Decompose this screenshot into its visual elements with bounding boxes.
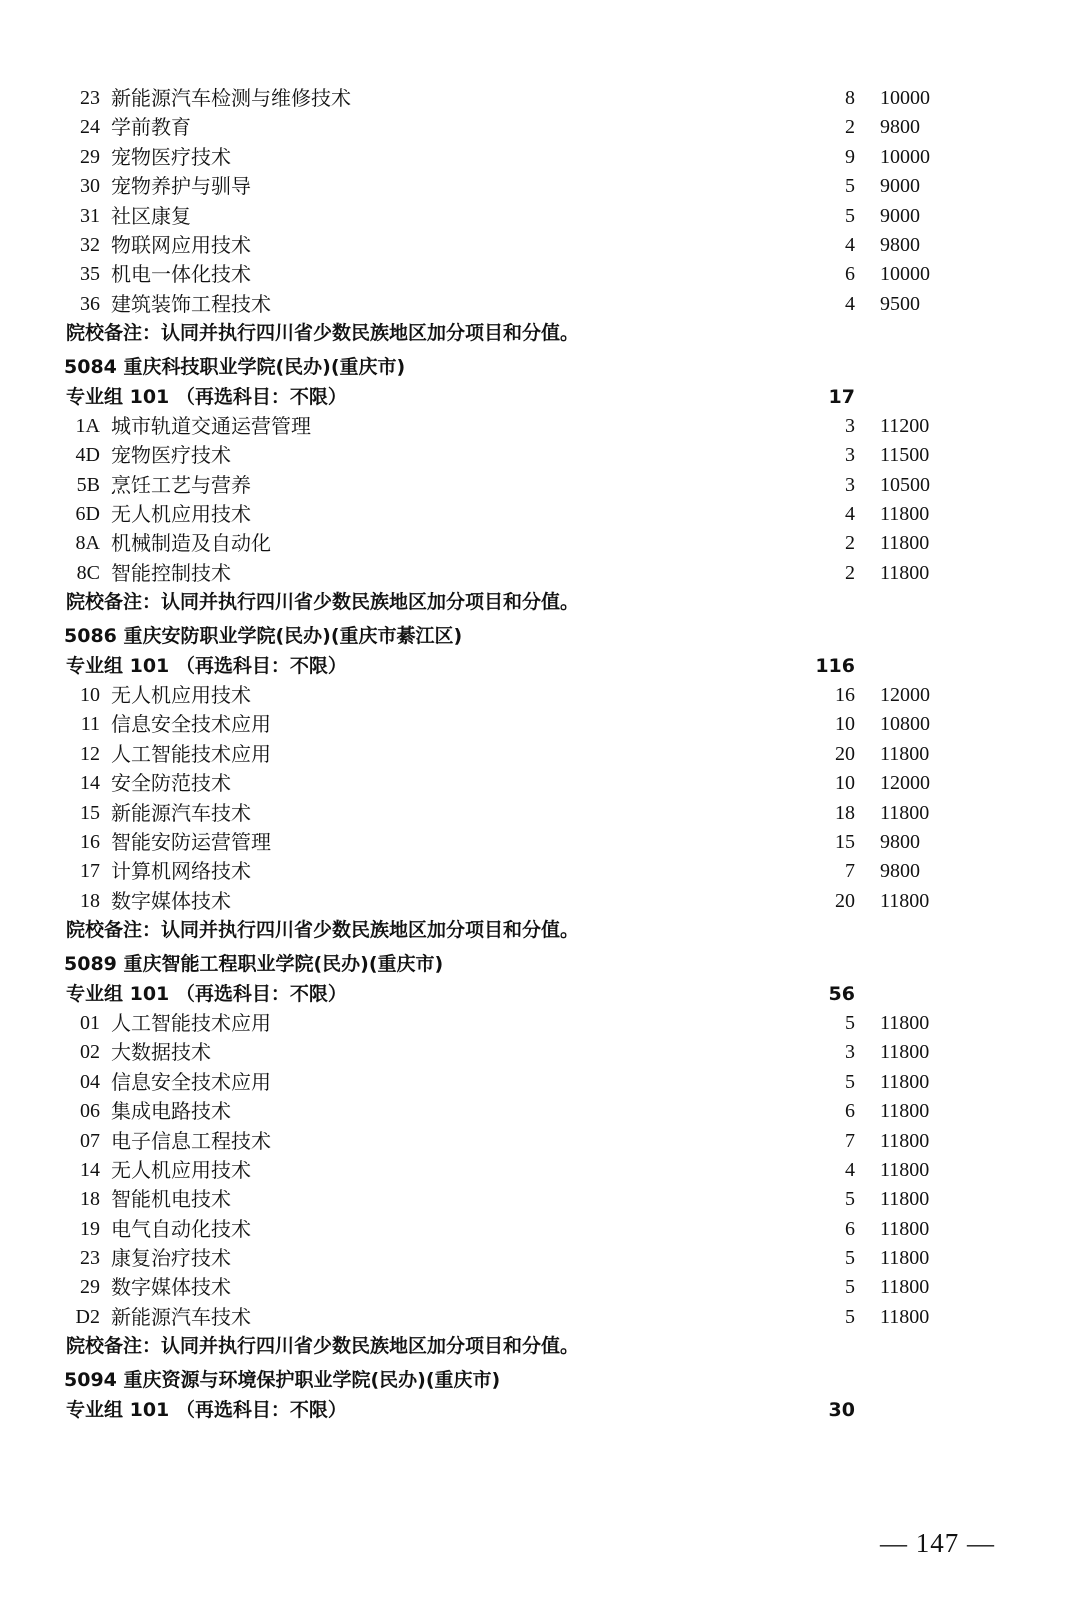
- major-count: 5: [845, 204, 855, 227]
- major-row: [0, 1068, 1080, 1097]
- major-row: [0, 412, 1080, 441]
- major-name: 宠物医疗技术: [111, 144, 231, 169]
- major-row: [0, 1097, 1080, 1126]
- major-code: 30: [80, 175, 100, 198]
- school-note: [66, 588, 579, 617]
- major-row: [0, 202, 1080, 231]
- major-name: 机械制造及自动化: [111, 531, 271, 556]
- major-row: [0, 290, 1080, 319]
- major-count: 5: [845, 175, 855, 198]
- major-count: 5: [845, 1305, 855, 1328]
- note-text: 认同并执行四川省少数民族地区加分项目和分值。: [161, 919, 580, 942]
- major-fee: 11800: [880, 561, 930, 584]
- major-row: [0, 681, 1080, 710]
- major-code: 36: [80, 292, 100, 315]
- major-name: 信息安全技术应用: [111, 1069, 271, 1094]
- major-count: 2: [845, 532, 855, 555]
- major-code: 12: [80, 742, 100, 765]
- school-note-row: [0, 319, 1080, 348]
- major-row: [0, 799, 1080, 828]
- major-name: 信息安全技术应用: [111, 712, 271, 737]
- major-fee: 11800: [880, 1305, 930, 1328]
- major-code: 06: [80, 1100, 100, 1123]
- major-fee: 9500: [880, 292, 920, 315]
- major-code: 8A: [75, 532, 100, 555]
- major-count: 8: [845, 87, 855, 109]
- major-row: [0, 500, 1080, 529]
- major-group-count: 30: [828, 1398, 855, 1421]
- major-fee: 9800: [880, 233, 920, 256]
- school-note-row: [0, 916, 1080, 945]
- school-header: [0, 1362, 1080, 1396]
- major-code: 16: [80, 830, 100, 853]
- major-fee: 9000: [880, 175, 920, 198]
- school-note: [66, 1332, 579, 1361]
- major-code: 4D: [75, 444, 100, 467]
- major-count: 5: [845, 1188, 855, 1211]
- major-row: [0, 740, 1080, 769]
- major-fee: 11800: [880, 1100, 930, 1123]
- major-code: 8C: [76, 561, 100, 584]
- major-count: 5: [845, 1276, 855, 1299]
- major-row: [0, 231, 1080, 260]
- major-name: 社区康复: [111, 203, 191, 228]
- major-name: 无人机应用技术: [111, 683, 251, 708]
- major-row: [0, 828, 1080, 857]
- major-count: 4: [845, 292, 855, 315]
- major-fee: 12000: [880, 772, 930, 795]
- major-name: 建筑装饰工程技术: [111, 291, 271, 316]
- major-count: 20: [835, 742, 855, 765]
- major-row: [0, 1156, 1080, 1185]
- note-text: 认同并执行四川省少数民族地区加分项目和分值。: [161, 322, 580, 345]
- major-fee: 11800: [880, 503, 930, 526]
- major-code: 24: [80, 116, 100, 139]
- major-fee: 9800: [880, 860, 920, 883]
- major-count: 15: [835, 830, 855, 853]
- major-code: 31: [80, 204, 100, 227]
- major-count: 6: [845, 263, 855, 286]
- major-row: [0, 1038, 1080, 1067]
- major-count: 3: [845, 414, 855, 437]
- major-name: 电气自动化技术: [111, 1216, 251, 1241]
- major-fee: 11800: [880, 1129, 930, 1152]
- major-count: 3: [845, 1041, 855, 1064]
- major-fee: 10800: [880, 713, 930, 736]
- major-name: 安全防范技术: [111, 771, 231, 796]
- major-group-label: 专业组 101 （再选科目：不限）: [66, 1398, 347, 1421]
- note-text: 认同并执行四川省少数民族地区加分项目和分值。: [161, 1335, 580, 1358]
- document-body: [0, 84, 1080, 1425]
- major-name: 城市轨道交通运营管理: [111, 413, 311, 438]
- school-header: [0, 946, 1080, 980]
- major-row: [0, 1273, 1080, 1302]
- major-group-label: 专业组 101 （再选科目：不限）: [66, 654, 347, 677]
- major-fee: 11500: [880, 444, 930, 467]
- major-count: 5: [845, 1247, 855, 1270]
- major-code: 01: [80, 1011, 100, 1034]
- major-count: 4: [845, 233, 855, 256]
- major-count: 4: [845, 1158, 855, 1181]
- major-count: 5: [845, 1011, 855, 1034]
- major-row: [0, 113, 1080, 142]
- major-row: [0, 559, 1080, 588]
- note-label: 院校备注：: [66, 322, 162, 345]
- major-row: [0, 172, 1080, 201]
- major-name: 烹饪工艺与营养: [111, 472, 251, 497]
- major-name: 大数据技术: [111, 1040, 211, 1065]
- major-name: 新能源汽车检测与维修技术: [111, 86, 351, 110]
- major-group-count: 56: [828, 982, 855, 1005]
- school-note-row: [0, 588, 1080, 617]
- major-name: 人工智能技术应用: [111, 1010, 271, 1035]
- major-fee: 9000: [880, 204, 920, 227]
- major-row: [0, 1303, 1080, 1332]
- major-code: 5B: [76, 473, 100, 496]
- major-fee: 11800: [880, 742, 930, 765]
- major-fee: 11800: [880, 1217, 930, 1240]
- school-header: [0, 349, 1080, 383]
- major-fee: 11800: [880, 532, 930, 555]
- major-code: 35: [80, 263, 100, 286]
- major-group-row: [0, 980, 1080, 1009]
- major-fee: 10000: [880, 145, 930, 168]
- major-name: 智能安防运营管理: [111, 829, 271, 854]
- major-code: 29: [80, 145, 100, 168]
- major-code: 23: [80, 87, 100, 109]
- major-code: 23: [80, 1247, 100, 1270]
- major-count: 3: [845, 444, 855, 467]
- major-row: [0, 84, 1080, 113]
- school-title: 5094 重庆资源与环境保护职业学院(民办)(重庆市): [64, 1368, 501, 1391]
- note-label: 院校备注：: [66, 1335, 162, 1358]
- major-count: 2: [845, 116, 855, 139]
- major-fee: 11800: [880, 1041, 930, 1064]
- major-code: 15: [80, 801, 100, 824]
- major-count: 10: [835, 772, 855, 795]
- major-group-row: [0, 1396, 1080, 1425]
- major-count: 10: [835, 713, 855, 736]
- major-code: 1A: [75, 414, 100, 437]
- major-code: D2: [75, 1305, 100, 1328]
- major-count: 7: [845, 1129, 855, 1152]
- major-name: 新能源汽车技术: [111, 800, 251, 825]
- major-code: 32: [80, 233, 100, 256]
- major-name: 康复治疗技术: [111, 1246, 231, 1271]
- major-fee: 11800: [880, 1158, 930, 1181]
- major-fee: 11200: [880, 414, 930, 437]
- major-name: 数字媒体技术: [111, 1275, 231, 1300]
- major-name: 物联网应用技术: [111, 232, 251, 257]
- major-group-count: 116: [815, 654, 855, 677]
- major-row: [0, 1127, 1080, 1156]
- major-fee: 11800: [880, 1188, 930, 1211]
- major-name: 智能机电技术: [111, 1187, 231, 1212]
- major-name: 宠物医疗技术: [111, 443, 231, 468]
- school-title: 5086 重庆安防职业学院(民办)(重庆市綦江区): [64, 624, 463, 647]
- major-name: 人工智能技术应用: [111, 741, 271, 766]
- major-code: 10: [80, 684, 100, 707]
- major-name: 学前教育: [111, 115, 191, 140]
- major-name: 机电一体化技术: [111, 262, 251, 287]
- major-code: 18: [80, 889, 100, 912]
- major-name: 无人机应用技术: [111, 502, 251, 527]
- major-name: 宠物养护与驯导: [111, 174, 251, 199]
- major-count: 4: [845, 503, 855, 526]
- school-note: [66, 916, 579, 945]
- major-count: 9: [845, 145, 855, 168]
- major-count: 18: [835, 801, 855, 824]
- major-row: [0, 857, 1080, 886]
- major-fee: 11800: [880, 1276, 930, 1299]
- major-fee: 10500: [880, 473, 930, 496]
- major-fee: 9800: [880, 830, 920, 853]
- major-fee: 10000: [880, 87, 930, 109]
- major-code: 07: [80, 1129, 100, 1152]
- note-label: 院校备注：: [66, 919, 162, 942]
- major-fee: 11800: [880, 1247, 930, 1270]
- major-code: 17: [80, 860, 100, 883]
- major-row: [0, 710, 1080, 739]
- major-fee: 11800: [880, 1070, 930, 1093]
- school-header: [0, 618, 1080, 652]
- major-name: 新能源汽车技术: [111, 1304, 251, 1329]
- major-fee: 12000: [880, 684, 930, 707]
- major-row: [0, 143, 1080, 172]
- major-code: 14: [80, 772, 100, 795]
- major-code: 11: [80, 713, 100, 736]
- school-note: [66, 319, 579, 348]
- major-code: 04: [80, 1070, 100, 1093]
- major-group-row: [0, 652, 1080, 681]
- major-row: [0, 1009, 1080, 1038]
- major-row: [0, 769, 1080, 798]
- school-note-row: [0, 1332, 1080, 1361]
- major-row: [0, 471, 1080, 500]
- major-group-label: 专业组 101 （再选科目：不限）: [66, 982, 347, 1005]
- major-fee: 11800: [880, 889, 930, 912]
- major-group-count: 17: [828, 385, 855, 408]
- major-code: 02: [80, 1041, 100, 1064]
- major-count: 5: [845, 1070, 855, 1093]
- major-name: 计算机网络技术: [111, 859, 251, 884]
- note-label: 院校备注：: [66, 591, 162, 614]
- major-code: 29: [80, 1276, 100, 1299]
- page-number: — 147 —: [880, 1528, 995, 1558]
- major-count: 3: [845, 473, 855, 496]
- major-fee: 9800: [880, 116, 920, 139]
- major-count: 16: [835, 684, 855, 707]
- major-row: [0, 260, 1080, 289]
- major-code: 6D: [75, 503, 100, 526]
- major-count: 2: [845, 561, 855, 584]
- major-fee: 11800: [880, 1011, 930, 1034]
- major-count: 6: [845, 1100, 855, 1123]
- major-row: [0, 529, 1080, 558]
- major-count: 6: [845, 1217, 855, 1240]
- major-count: 20: [835, 889, 855, 912]
- major-fee: 11800: [880, 801, 930, 824]
- major-group-label: 专业组 101 （再选科目：不限）: [66, 385, 347, 408]
- school-title: 5084 重庆科技职业学院(民办)(重庆市): [64, 355, 406, 378]
- major-name: 电子信息工程技术: [111, 1128, 271, 1153]
- major-code: 18: [80, 1188, 100, 1211]
- major-fee: 10000: [880, 263, 930, 286]
- major-name: 数字媒体技术: [111, 888, 231, 913]
- major-row: [0, 1215, 1080, 1244]
- major-name: 集成电路技术: [111, 1099, 231, 1124]
- major-row: [0, 441, 1080, 470]
- major-name: 无人机应用技术: [111, 1157, 251, 1182]
- note-text: 认同并执行四川省少数民族地区加分项目和分值。: [161, 591, 580, 614]
- major-row: [0, 887, 1080, 916]
- major-code: 19: [80, 1217, 100, 1240]
- major-count: 7: [845, 860, 855, 883]
- major-code: 14: [80, 1158, 100, 1181]
- major-row: [0, 1185, 1080, 1214]
- major-group-row: [0, 383, 1080, 412]
- school-title: 5089 重庆智能工程职业学院(民办)(重庆市): [64, 952, 444, 975]
- major-row: [0, 1244, 1080, 1273]
- major-name: 智能控制技术: [111, 560, 231, 585]
